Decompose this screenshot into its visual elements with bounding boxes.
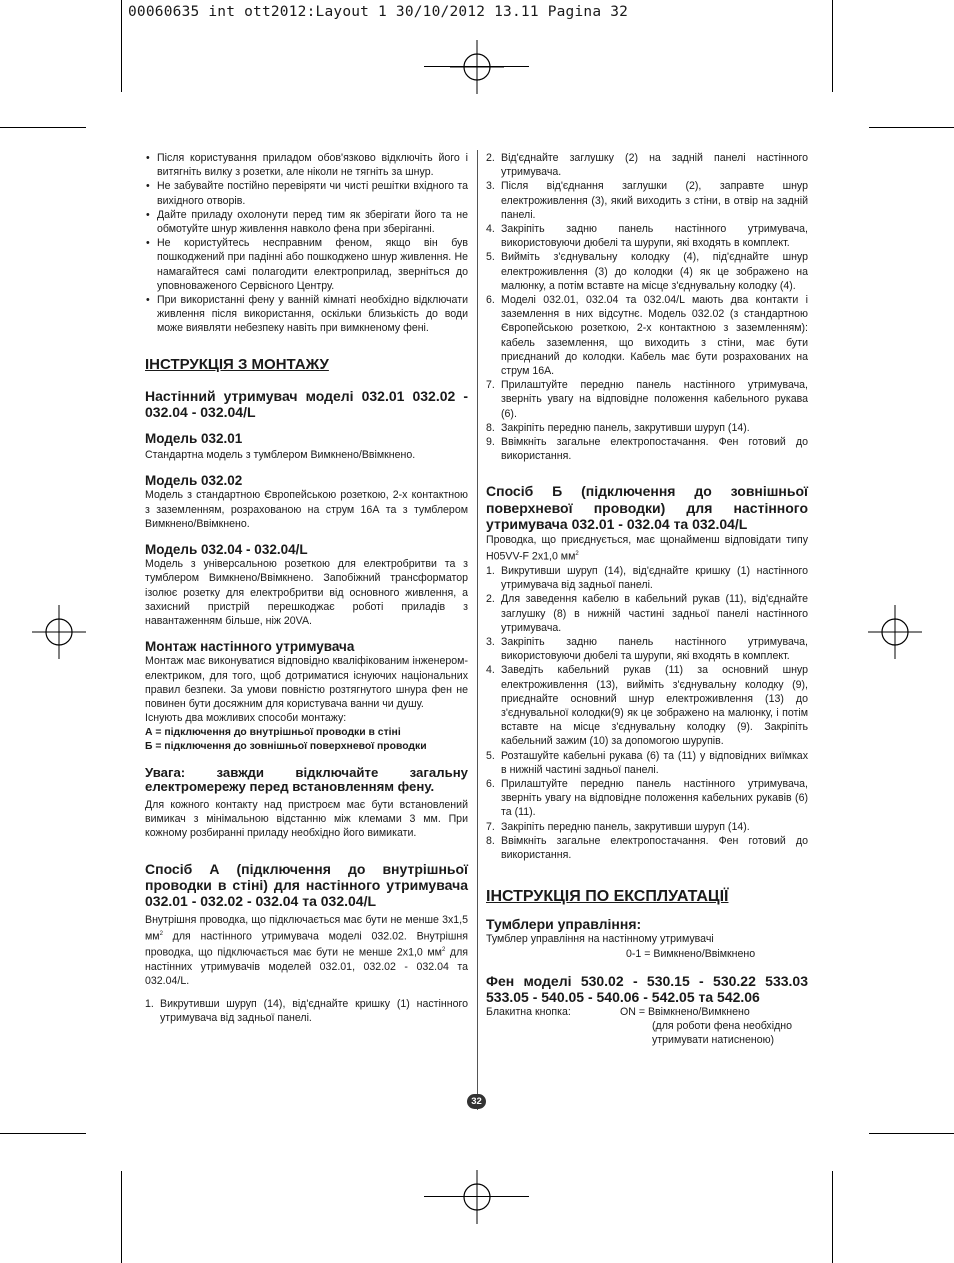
registration-mark-icon — [450, 1170, 504, 1224]
method-a-title: Спосіб А (підключення до внутрішньої проводки в стіні) для настінного утримувача 032.01 - 032.02 - 032.04 та 032.04/L — [145, 860, 468, 909]
blue-button-label: Блакитна кнопка: — [486, 1005, 571, 1018]
numbered-step: 3. Закріпіть задню панель настінного утримувача, використовуючи дюбелі та шурупи, які входять в комплект. — [486, 635, 808, 663]
paragraph: Існують два можливих способи монтажу: — [145, 712, 347, 725]
model-title: Модель 032.01 — [145, 430, 243, 446]
registration-mark-icon — [32, 605, 86, 659]
dryer-models-title: Фен моделі 530.02 - 530.15 - 530.22 533.03 533.05 - 540.05 - 540.06 - 542.05 та 542.06 — [486, 972, 808, 1005]
numbered-step: 7. Закріпіть передню панель, закрутивши шуруп (14). — [486, 820, 750, 833]
model-description: Стандартна модель з тумблером Вимкнено/Ввімкнено. — [145, 449, 416, 462]
paragraph: Монтаж має виконуватися відповідно кваліфікованим інженером-електриком, для того, щоб дотриматися існуючих національних правил безпеки. За умови повністю розтягнутого шнура фен не повинен бути досяжним для користувача ванни чи душу. — [145, 655, 468, 711]
left-column — [145, 151, 468, 1025]
right-column — [486, 151, 808, 1047]
model-title: Модель 032.04 - 032.04/L — [145, 542, 308, 558]
crop-mark — [869, 1133, 954, 1134]
crop-mark — [0, 1133, 86, 1134]
paragraph: Проводка, що приєднується, має щонайменш відповідати типу H05VV-F 2x1,0 $мм^2$ — [486, 533, 808, 563]
registration-mark-icon — [450, 40, 504, 94]
blue-button-value: ON = Ввімкнено/Вимкнено — [620, 1005, 750, 1018]
paragraph: Внутрішня проводка, що підключається має бути не менше 3х1,5 $мм^2$ для настінного утримувача моделі 032.02. Внутрішня проводка, що підключається має бути не менше 2х1,0 $мм^2$ для настінних утримувачів моделей 032.01, 032.02 - 032.04 та 032.04/L. — [145, 913, 468, 988]
crop-mark — [121, 0, 122, 92]
list-item: • При використанні фену у ванній кімнаті необхідно відключати живлення після використання, оскільки близькість до води може виявляти небезпеку навіть при вимкненому фені. — [145, 293, 468, 336]
numbered-step: 7. Прилаштуйте передню панель настінного утримувача, зверніть увагу на відповідне положення кабельного рукава (6). — [486, 379, 808, 420]
model-title: Модель 032.02 — [145, 473, 243, 489]
list-item: • Дайте приладу охолонути перед тим як зберігати його та не обмотуйте шнур живлення навколо фена при зберіганні. — [145, 208, 468, 236]
numbered-step: 6. Прилаштуйте передню панель настінного утримувача, зверніть увагу на відповідне положення кабельних рукавів (6) та (11). — [486, 777, 808, 819]
numbered-step: 4. Заведіть кабельний рукав (11) за основний шнур електроживлення (13), вийміть з'єднувальну колодку (9), приєднайте основний шнур електроживлення (13) до з'єднувальної колодки(9) як це зображено на малюнку, і потім вставте на місце з'єднувальну колодку (9). Закріпіть кабельний зажим (10) за допомогою шурупів. — [486, 664, 808, 748]
subsection-title: Настінний утримувач моделі 032.01 032.02 - 032.04 - 032.04/L — [145, 387, 468, 420]
paragraph: Тумблер управління на настінному утримувачі — [486, 933, 714, 946]
numbered-step: 6. Моделі 032.01, 032.04 та 032.04/L мають два контакти і заземлення в них відсутнє. Модель 032.02 (з стандартною Європейською розеткою, 2-х контактною з заземленням): кабель заземлення, що виходить з стіни, має бути приєднаний до колодки. Кабель має бути розрахованих на струм 16А. — [486, 294, 808, 378]
list-item: • Після користування приладом обов'язково відключіть його і витягніть вилку з розетки, але ніколи не тягніть за шнур. — [145, 151, 468, 179]
section-title: ІНСТРУКЦІЯ З МОНТАЖУ — [145, 355, 329, 373]
crop-mark — [869, 127, 954, 128]
crop-mark — [121, 1171, 122, 1263]
list-item: • Не користуйтесь несправним феном, якщо він був пошкоджений при падінні або пошкоджено шнур живлення. Не намагайтеся самі полагодити електроприлад, зверніться до уповноваженого Сервісного Центру. — [145, 236, 468, 293]
model-description: Модель з стандартною Європейською розеткою, 2-х контактною з заземленням, розрахованою на струм 16А та з тумблером Вимкнено/Ввімкнено. — [145, 489, 468, 530]
slug-line: 00060635 int ott2012:Layout 1 30/10/2012 13.11 Pagina 32 — [128, 4, 629, 20]
numbered-step: 5. Вийміть з'єднувальну колодку (4), під'єднайте шнур електроживлення (3) до колодки (4) як це зображено на малюнку, а потім вставте на місце з'єднувальну колодку (4). — [486, 251, 808, 292]
registration-mark-icon — [868, 605, 922, 659]
numbered-step: 8. Ввімкніть загальне електропостачання. Фен готовий до використання. — [486, 834, 808, 861]
numbered-step: 2. Від'єднайте заглушку (2) на задній панелі настінного утримувача. — [486, 152, 808, 179]
numbered-step: 3. Після від'єднання заглушки (2), заправте шнур електроживлення (3), який виходить з стіни, в отвір на задній панелі. — [486, 180, 808, 221]
subsection-title: Тумблери управління: — [486, 916, 642, 933]
blue-button-row — [486, 1005, 808, 1019]
switch-values: 0-1 = Вимкнено/Ввімкнено — [626, 947, 756, 960]
crop-mark — [0, 127, 86, 128]
crop-mark — [832, 0, 833, 92]
section-title: ІНСТРУКЦІЯ ПО ЕКСПЛУАТАЦІЇ — [486, 888, 729, 906]
numbered-step: 2. Для заведення кабелю в кабельний рукав (11), від'єднайте заглушку (8) в нижній частині задньої панелі настінного утримувача. — [486, 593, 808, 634]
mounting-method-b: Б = підключення до зовнішньої поверхневої проводки — [145, 740, 427, 752]
method-b-title: Спосіб Б (підключення до зовнішньої поверхневої проводки) для настінного утримувача 032.01 - 032.04 та 032.04/L — [486, 483, 808, 533]
numbered-step: 5. Розташуйте кабельні рукава (6) та (11) у відповідних виїмках в нижній частині задньої панелі. — [486, 749, 808, 776]
blue-button-note: (для роботи фена необхідно утримувати натисненою) — [652, 1019, 793, 1047]
numbered-step: 8. Закріпіть передню панель, закрутивши шуруп (14). — [486, 421, 750, 434]
model-description: Модель з універсальною розеткою для електробритви та з тумблером Вимкнено/Ввімкнено. Запобіжний трансформатор ізолює розетку для електробритви від основного живлення, а захисний пристрій перешкоджає роботі приладів з навантаженням більше, ніж 20VA. — [145, 558, 468, 628]
list-item: • Не забувайте постійно перевіряти чи чисті решітки вхідного та вихідного отворів. — [145, 179, 468, 207]
numbered-step: 9. Ввімкніть загальне електропостачання. Фен готовий до використання. — [486, 436, 808, 463]
numbered-step: 1. Викрутивши шуруп (14), від'єднайте кришку (1) настінного утримувача від задньої панелі. — [145, 997, 468, 1024]
subsection-title: Монтаж настінного утримувача — [145, 639, 355, 655]
numbered-step: 1. Викрутивши шуруп (14), від'єднайте кришку (1) настінного утримувача від задньої панелі. — [486, 564, 808, 592]
crop-mark — [424, 66, 529, 67]
column-divider — [477, 150, 478, 1110]
paragraph: Для кожного контакту над пристроєм має бути встановлений вимикач з мінімальною відстанню між клемами 3 мм. При кожному розбиранні приладу необхідно його вимикати. — [145, 798, 468, 840]
mounting-method-a: А = підключення до внутрішньої проводки в стіні — [145, 726, 401, 738]
numbered-step: 4. Закріпіть задню панель настінного утримувача, використовуючи дюбелі та шурупи, які входять в комплект. — [486, 223, 808, 250]
warning-title: Увага: завжди відключайте загальну електромережу перед встановленням фену. — [145, 764, 468, 794]
page-number: 32 — [467, 1094, 486, 1109]
crop-mark — [424, 1196, 529, 1197]
crop-mark — [832, 1171, 833, 1263]
